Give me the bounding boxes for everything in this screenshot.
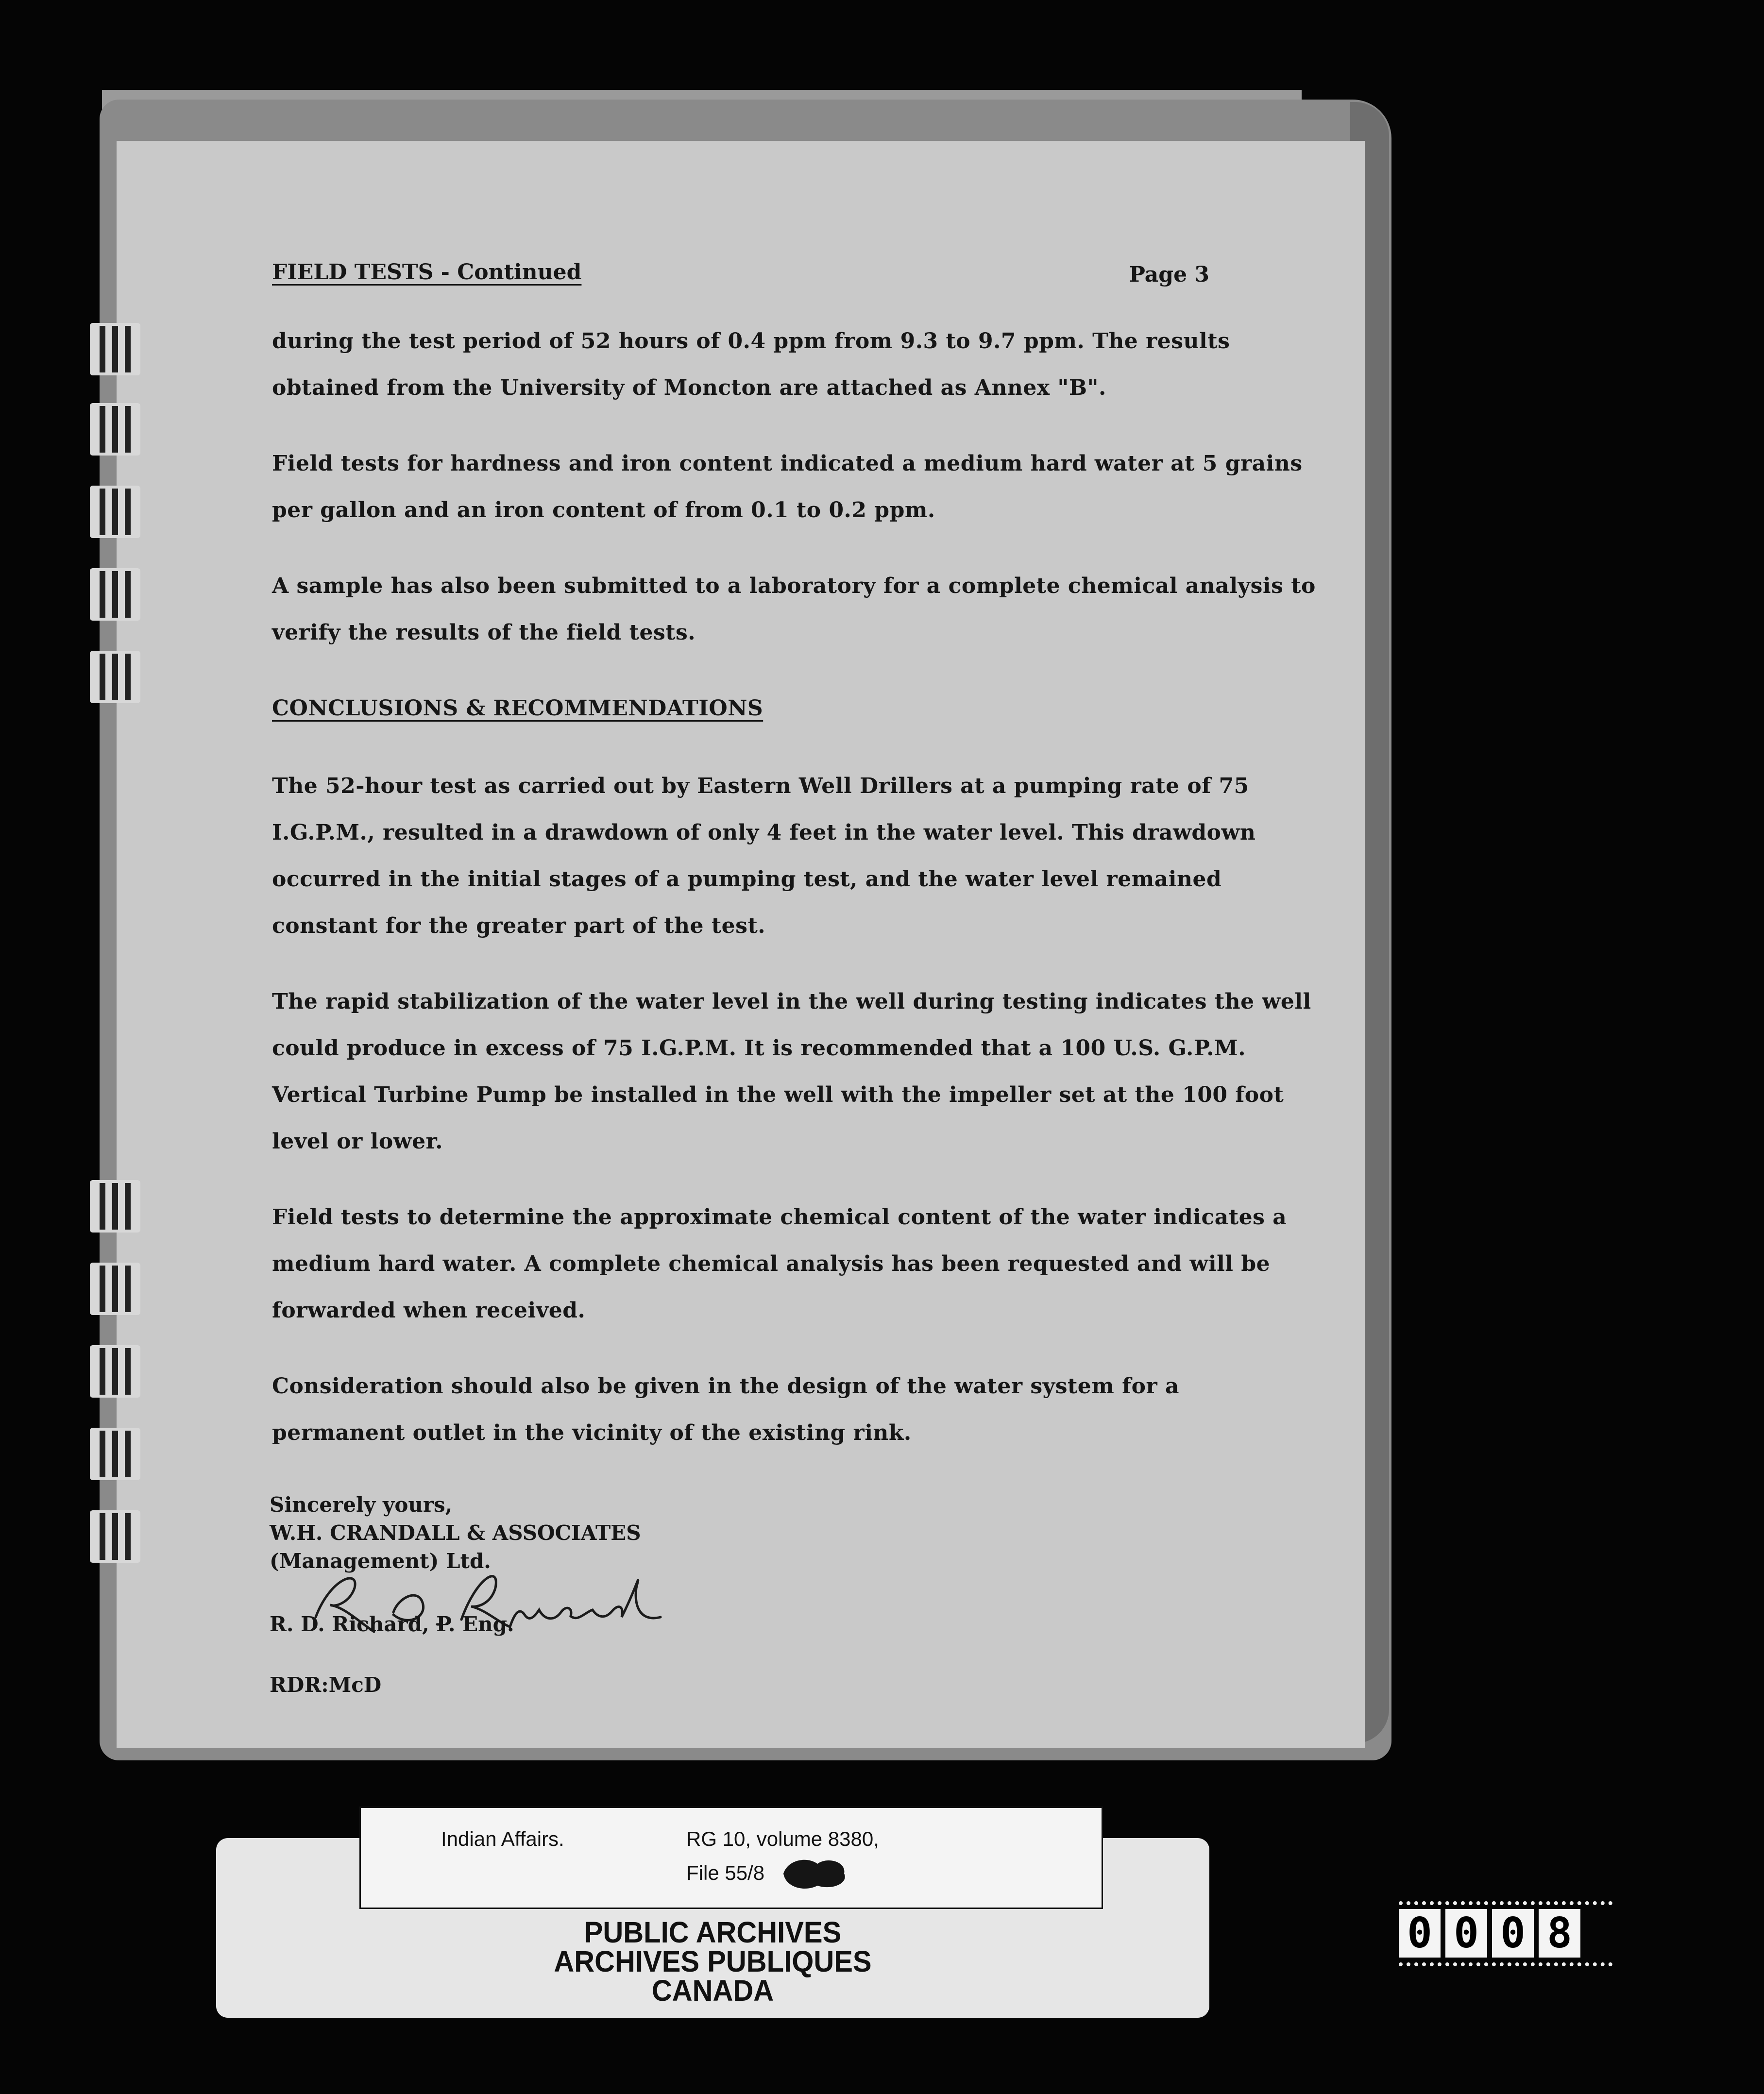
frame-digit: 0 [1399, 1909, 1441, 1958]
frame-digit: 0 [1492, 1909, 1534, 1958]
archives-line-french: ARCHIVES PUBLIQUES [554, 1945, 872, 1978]
typist-initials: RDR:McD [270, 1673, 382, 1697]
binder-ring [90, 486, 140, 538]
frame-digit: 8 [1539, 1909, 1580, 1958]
file-label: File 55/8 [686, 1861, 765, 1884]
binder-ring [90, 1510, 140, 1563]
binder-ring [90, 1428, 140, 1480]
binder-ring [90, 568, 140, 621]
paragraph-drawdown: The 52-hour test as carried out by Eastern Well Drillers at a pumping rate of 75 I.G.P.M., resulted in a drawdown of only 4 feet in the water level. This drawdown occurred in the initial stages of a pumping test, and the water level remained constant for the greater part of the test. [272, 774, 1256, 938]
frame-counter [1399, 1901, 1612, 1966]
paragraph-results: during the test period of 52 hours of 0.4 ppm from 9.3 to 9.7 ppm. The results obtained from the University of Moncton are attached as Annex "B". [272, 329, 1230, 400]
binder-ring [90, 403, 140, 456]
frame-digit: 0 [1445, 1909, 1487, 1958]
signer-name: R. D. Richard, P. Eng. [270, 1612, 514, 1636]
binder-rings [90, 0, 143, 2094]
binder-ring [90, 1345, 140, 1398]
letter-page [117, 141, 1365, 1748]
paragraph-outlet: Consideration should also be given in the design of the water system for a permanent outlet in the vicinity of the existing rink. [272, 1374, 1179, 1445]
archives-line-country: CANADA [651, 1974, 774, 2008]
archives-stamp [216, 1918, 1209, 2006]
paragraph-sample: A sample has also been submitted to a laboratory for a complete chemical analysis to verify the results of the field tests. [272, 574, 1316, 645]
binder-ring [90, 651, 140, 703]
ink-blot [779, 1854, 851, 1893]
record-group-label: RG 10, volume 8380, [686, 1827, 879, 1850]
paragraph-stabilization: The rapid stabilization of the water level in the well during testing indicates the well could produce in excess of 75 I.G.P.M. It is recommended that a 100 U.S. G.P.M. Vertical Turbine Pump be installed in the well with the impeller set at the 100 foot level or lower. [272, 989, 1311, 1154]
letter-body [272, 318, 1316, 1486]
binder-ring [90, 323, 140, 375]
archives-line-english: PUBLIC ARCHIVES [584, 1916, 842, 1949]
paragraph-chemical: Field tests to determine the approximate chemical content of the water indicates a medium hard water. A complete chemical analysis has been requested and will be forwarded when received. [272, 1205, 1287, 1323]
closing-salutation: Sincerely yours, [270, 1493, 453, 1517]
binder-ring [90, 1263, 140, 1315]
page-number: Page 3 [1129, 262, 1209, 287]
conclusions-title: CONCLUSIONS & RECOMMENDATIONS [272, 696, 763, 721]
department-label: Indian Affairs. [441, 1827, 564, 1850]
section-header: FIELD TESTS - Continued [272, 260, 582, 285]
paragraph-hardness: Field tests for hardness and iron content indicated a medium hard water at 5 grains per gallon and an iron content of from 0.1 to 0.2 ppm. [272, 451, 1303, 523]
company-suffix: (Management) Ltd. [270, 1549, 491, 1573]
binder-ring [90, 1180, 140, 1233]
archive-reference-card [359, 1807, 1103, 1909]
company-name: W.H. CRANDALL & ASSOCIATES [270, 1521, 641, 1545]
